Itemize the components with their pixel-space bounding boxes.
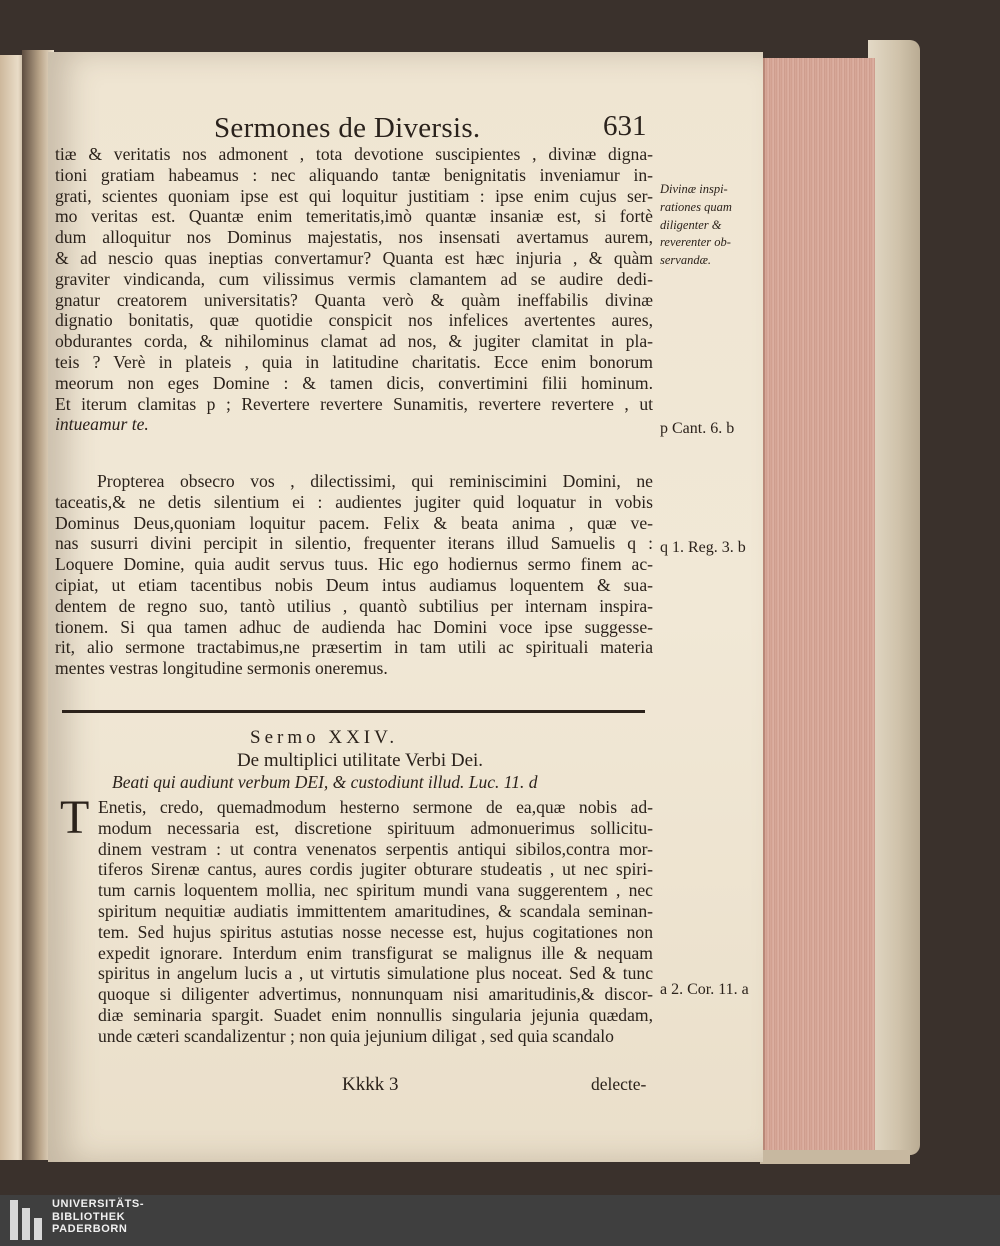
- margin-note-line: Divinæ inspi-: [660, 182, 728, 196]
- text-line: tiæ & veritatis nos admonent , tota devotione suscipientes , divinæ digna-: [55, 144, 653, 164]
- page-number: 631: [603, 110, 647, 142]
- book-cover: [868, 40, 920, 1155]
- library-footer: [0, 1195, 1000, 1246]
- text-line: Loquere Domine, quia audit servus tuus. Hic ego hodiernus sermo finem ac-: [55, 554, 653, 575]
- margin-note-line: servandæ.: [660, 253, 712, 268]
- text-line: Et iterum clamitas p ; Revertere revertere Sunamitis, revertere revertere , ut: [55, 393, 653, 414]
- text-line: dentem de regno suo, tantò utilius , quantò subtilius per internam inspira-: [55, 595, 653, 616]
- text-line: graviter vindicanda, cum vilissimus vermis clamantem ad se audire dedi-: [55, 268, 653, 289]
- margin-ref-cor: a 2. Cor. 11. a: [660, 981, 749, 998]
- library-logo-icon: [10, 1200, 46, 1240]
- section-rule: [62, 710, 645, 713]
- text-line: dinem vestram : ut contra venenatos serpentis antiqui sibilos,contra mor-: [98, 838, 653, 859]
- library-name: [52, 1198, 144, 1236]
- text-line: tum carnis loquentem mollia, nec spiritum mundi vana suggerentem , nec: [98, 880, 653, 901]
- catchword: delecte-: [591, 1074, 647, 1094]
- text-line: Propterea obsecro vos , dilectissimi, qui reminiscimini Domini, ne: [97, 471, 653, 491]
- library-name-line: UNIVERSITÄTS-: [52, 1198, 145, 1210]
- library-name-line: BIBLIOTHEK: [52, 1210, 126, 1223]
- text-line: grati, scientes quoniam ipse est qui loquitur justitiam : ipse enim cujus ser-: [55, 185, 653, 206]
- text-block-2: [55, 471, 653, 679]
- text-line: & ad nescio quas ineptias convertamur? Quanta est hæc injuria , & quàm: [55, 247, 653, 268]
- text-line: obdurantes corda, & nihilominus clamat ad nos, & jugiter clamitat in pla-: [55, 331, 653, 352]
- text-line: modum necessaria est, discretione spirituum admonuerimus sollicitu-: [98, 817, 653, 838]
- text-line: nas susurri divini percipit in silentio, frequenter iterans illud Samuelis q :: [55, 533, 653, 554]
- text-line: tiferos Sirenæ cantus, aures cordis jugiter obturare studeatis , ut nec spiri-: [98, 859, 653, 880]
- drop-cap: T: [60, 791, 90, 844]
- signature-mark: Kkkk 3: [342, 1074, 399, 1095]
- text-line: intueamur te.: [55, 414, 149, 435]
- text-line: spiritum nequitiæ audiatis immittentem amaritudines, & scandala seminan-: [98, 900, 653, 921]
- margin-note-line: diligenter &: [660, 217, 722, 232]
- text-line: quoque si diligenter advertimus, nonnunquam nisi amaritudinis,& discor-: [98, 984, 653, 1005]
- margin-note-line: reverenter ob-: [660, 235, 731, 250]
- text-line: spiritus in angelum lucis a , ut virtutis simulatione plus noceat. Sed & tunc: [98, 963, 653, 984]
- margin-note: [660, 181, 732, 270]
- cover-bottom: [760, 1150, 910, 1164]
- text-line: Enetis, credo, quemadmodum hesterno sermone de ea,quæ nobis ad-: [98, 797, 653, 817]
- text-line: expedit ignorare. Interdum enim transfigurat se malignus ille & nequam: [98, 942, 653, 963]
- running-head: Sermones de Diversis.: [214, 112, 481, 144]
- margin-ref-reg: q 1. Reg. 3. b: [660, 539, 746, 556]
- text-block-3: [98, 797, 653, 1047]
- text-line: rit, alio sermone tractabimus,ne præsertim in tam utili ac spirituali materia: [55, 637, 653, 658]
- text-line: gnatur creatorem universitatis? Quanta verò & quàm ineffabilis divinæ: [55, 289, 653, 310]
- text-line: teis ? Verè in plateis , quia in latitudine charitatis. Ecce enim bonorum: [55, 351, 653, 372]
- sermon-subtitle: De multiplici utilitate Verbi Dei.: [236, 750, 484, 771]
- text-line: tioni gratiam habeamus : nec aliquando tantæ benignitatis inveniamur in-: [55, 164, 653, 185]
- page-edges: [763, 58, 875, 1156]
- text-line: mo veritas est. Quantæ enim temeritatis,imò quantæ insaniæ est, si fortè: [55, 206, 653, 227]
- margin-ref-cant: p Cant. 6. b: [660, 420, 735, 437]
- text-line: tem. Sed hujus spiritus astutias nosse necesse est, hujus cogitationes non: [98, 921, 653, 942]
- text-line: tionem. Si qua tamen adhuc de audienda hac Domini voce ipse suggesse-: [55, 616, 653, 637]
- text-line: diæ seminaria spargit. Suadet enim nonnullis singularia jejunia quædam,: [98, 1004, 653, 1025]
- text-line: meorum non eges Domine : & tamen dicis, convertimini filii hominum.: [55, 372, 653, 393]
- text-line: cipiat, ut etiam tacentibus nobis Deum intus audiamus loquentem & sua-: [55, 574, 653, 595]
- sermon-heading: Sermo XXIV.: [250, 727, 399, 748]
- library-name-line: PADERBORN: [52, 1223, 128, 1235]
- text-line: dignatio bonitatis, quæ quotidie conspicit nos infelices avertentes aures,: [55, 310, 653, 331]
- text-block-1: [55, 144, 653, 435]
- text-line: dum alloquitur nos Dominus majestatis, nos insensati avertamus aurem,: [55, 227, 653, 248]
- margin-note-line: rationes quam: [660, 199, 732, 214]
- text-line: unde cæteri scandalizentur ; non quia jejunium diligat , sed quia scandalo: [98, 1025, 614, 1046]
- text-line: taceatis,& ne detis silentium ei : audientes jugiter quid loquatur in vobis: [55, 491, 653, 512]
- text-line: Dominus Deus,quoniam loquitur pacem. Felix & beata anima , quæ ve-: [55, 512, 653, 533]
- text-line: mentes vestras longitudine sermonis oneremus.: [55, 658, 388, 679]
- sermon-motto: Beati qui audiunt verbum DEI, & custodiunt illud. Luc. 11. d: [112, 772, 538, 792]
